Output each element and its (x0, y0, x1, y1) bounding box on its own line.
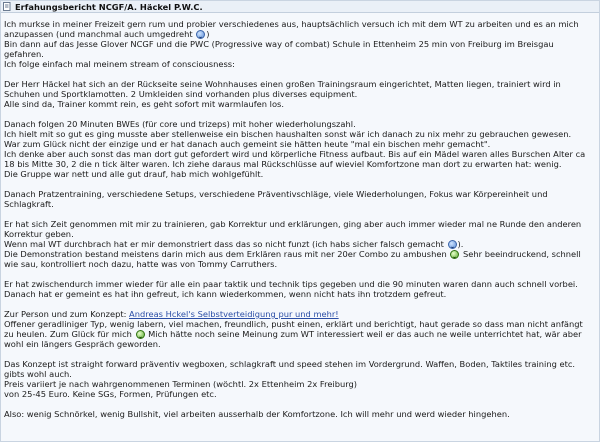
grin-icon (136, 330, 145, 339)
text-line: War zum Glück nicht der einzige und er hat danach auch gemeint sie hätten heute "mal ein bischen mehr gemacht". (4, 139, 491, 149)
text-line: Ich hielt mit so gut es ging musste aber stellenweise ein bischen haushalten sonst wär ich danach zu nix mehr zu gebrauchen gewesen. (4, 129, 572, 139)
text-line: Ich murkse in meiner Freizeit gern rum und probier verschiedenes aus, hauptsächlich versuch ich mit dem WT zu arbeiten und es an mich anzupassen (und manchmal auch umgedreht (4, 19, 579, 39)
grin-icon (450, 250, 459, 259)
paragraph-concept (4, 359, 593, 399)
text-line: Er hat sich Zeit genommen mit mir zu trainieren, gab Korrektur und erklärungen, ging aber auch immer wieder mal ne Runde den anderen Korrektur geben. (4, 219, 582, 239)
text-line: Danach folgen 20 Minuten BWEs (für core und trizeps) mit hoher wiederholungszahl. (4, 119, 356, 129)
smiley-icon (196, 30, 205, 39)
text-line: Preis variiert je nach wahrgenommenen Terminen (wöchtl. 2x Ettenheim 2x Freiburg) (4, 379, 358, 389)
text-line: ) (206, 29, 210, 39)
text-line: Er hat zwischendurch immer wieder für alle ein paar taktik und technik tips gegeben und die 90 minuten waren dann auch schnell vorbei. (4, 279, 578, 289)
text-line: Offener geradliniger Typ, wenig labern, viel machen, freundlich, pusht einen, erklärt und berichtigt, haut gerade so dass man nicht anfängt zu heulen. Zum Glück für mich (4, 319, 583, 339)
document-icon (3, 2, 11, 11)
text-line: Ich denke aber auch sonst das man dort gut gefordert wird und körperliche Fitness aufbaut. Bis auf ein Mädel waren alles Burschen Alter ca 18 bis Mitte 30, 2 die n tick älter waren. Ich ziehe daraus mal Rückschlüsse auf wieviel Komfortzone man dort zu erwarten hat: wenig. (4, 149, 586, 169)
smiley-icon (448, 240, 457, 249)
text-line: Das Konzept ist straight forward präventiv wegboxen, schlagkraft und speed stehen im Vordergrund. Waffen, Boden, Taktiles training etc. gibts wohl auch. (4, 359, 576, 379)
text-line: von 25-45 Euro. Keine SGs, Formen, Prüfungen etc. (4, 389, 217, 399)
text-line: Alle sind da, Trainer kommt rein, es geht sofort mit warmlaufen los. (4, 99, 285, 109)
post-body (1, 13, 599, 419)
paragraph-location (4, 79, 593, 109)
text-line: Wenn mal WT durchbrach hat er mir demonstriert dass das so nicht funzt (ich habs sicher falsch gemacht (4, 239, 447, 249)
text-line: Ich folge einfach mal meinem stream of consciousness: (4, 59, 235, 69)
text-line: Danach hat er gemeint es hat ihn gefreut, ich kann wiederkommen, wenn nicht hats ihn trotzdem gefreut. (4, 289, 447, 299)
paragraph-pads (4, 189, 593, 209)
text-line: Also: wenig Schnörkel, wenig Bullshit, viel arbeiten ausserhalb der Komfortzone. Ich will mehr und werd wieder hingehen. (4, 409, 510, 419)
paragraph-training (4, 219, 593, 269)
post-title: Erfahungsbericht NCGF/A. Häckel P.W.C. (15, 1, 203, 12)
text-line: Bin dann auf das Jesse Glover NCGF und die PWC (Progressive way of combat) Schule in Ettenheim 25 min von Freiburg im Breisgau gefahren. (4, 39, 554, 59)
paragraph-person (4, 309, 593, 349)
paragraph-warmup (4, 119, 593, 179)
text-line: Danach Pratzentraining, verschiedene Setups, verschiedene Präventivschläge, viele Wiederholungen, Fokus war Körpereinheit und Schlagkraft. (4, 189, 548, 209)
text-line: Sehr beeindruckend, schnell wie sau, kontrolliert noch dazu, hatte was von Tommy Carruthers. (4, 249, 581, 269)
paragraph-intro (4, 19, 593, 69)
text-line: ). (457, 239, 464, 249)
text-line: Die Gruppe war nett und alle gut drauf, hab mich wohlgefühlt. (4, 169, 264, 179)
trainer-website-link[interactable]: Andreas Hckel's Selbstverteidigung pur und mehr! (129, 309, 339, 319)
post-header (1, 1, 599, 13)
text-line: Der Herr Häckel hat sich an der Rückseite seine Wohnhauses einen großen Trainingsraum eingerichtet, Matten liegen, trainiert wird in Schuhen und Sportklamotten. 2 Umkleiden sind vorhanden plus diverses equipment. (4, 79, 561, 99)
paragraph-conclusion (4, 409, 593, 419)
text-line: Die Demonstration bestand meistens darin mich aus dem Erklären raus mit ner 20er Combo zu ambushen (4, 249, 450, 259)
text-line: Zur Person und zum Konzept: (4, 309, 130, 319)
paragraph-tips (4, 279, 593, 299)
text-line: Mich hätte noch seine Meinung zum WT interessiert weil er das auch ne weile unterrichtet hat, wär aber wohl ein längers Gespräch geworden. (4, 329, 582, 349)
